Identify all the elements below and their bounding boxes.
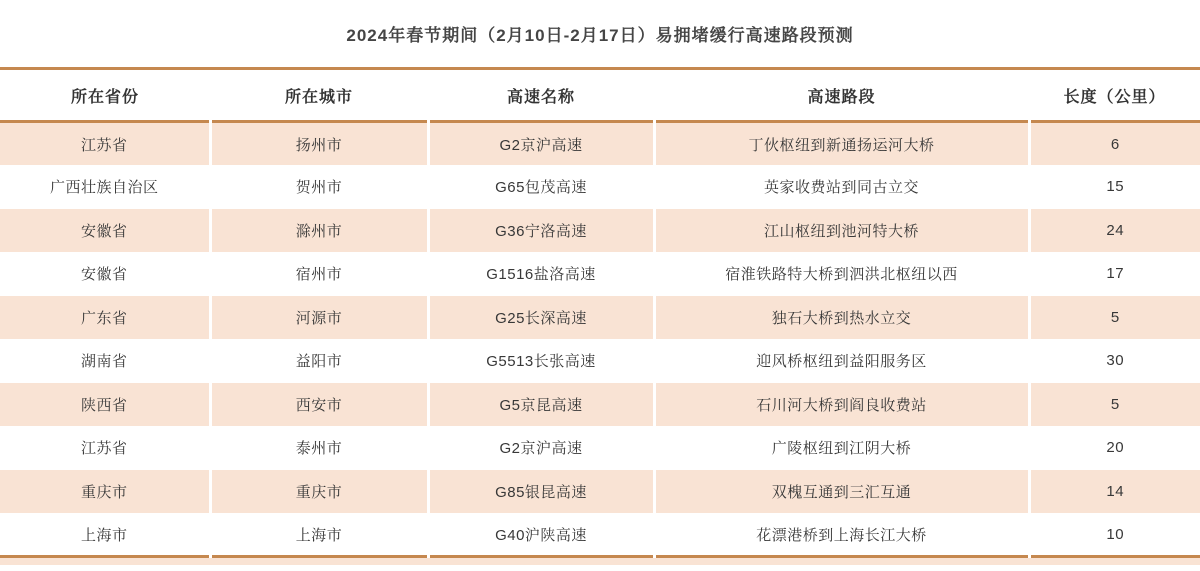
cell-highway-name: G65包茂高速 [428,165,654,209]
cell-length: 5 [1110,395,1120,413]
table-row [0,165,1200,209]
cell-highway-section: 江山枢纽到池河特大桥 [654,209,1029,253]
footer-strip [0,558,1200,565]
cell-province: 上海市 [0,513,210,557]
cell-city: 河源市 [210,296,428,340]
cell-province: 江苏省 [0,426,210,470]
cell-province: 安徽省 [0,252,210,296]
table-row [0,122,1200,166]
cell-length: 15 [1106,178,1125,196]
cell-province: 江苏省 [0,122,210,166]
cell-highway-name: G5513长张高速 [428,339,654,383]
cell-highway-section: 英家收费站到同古立交 [654,165,1029,209]
cell-length: 30 [1106,352,1125,370]
cell-city: 重庆市 [210,470,428,514]
header-cell-length: 长度（公里） [1063,88,1166,106]
header-cell-highway-name: 高速名称 [506,88,575,106]
cell-length: 6 [1110,135,1120,153]
cell-city: 贺州市 [210,165,428,209]
table-row [0,339,1200,383]
cell-province: 安徽省 [0,209,210,253]
cell-city: 上海市 [210,513,428,557]
cell-highway-section: 双槐互通到三汇互通 [654,470,1029,514]
table-row [0,513,1200,557]
cell-highway-section: 广陵枢纽到江阴大桥 [654,426,1029,470]
table-row [0,296,1200,340]
title-bar [0,0,1200,67]
cell-city: 宿州市 [210,252,428,296]
cell-highway-name: G5京昆高速 [428,383,654,427]
table-body [0,122,1200,557]
table-row [0,470,1200,514]
cell-highway-section: 丁伙枢纽到新通扬运河大桥 [654,122,1029,166]
cell-highway-section: 独石大桥到热水立交 [654,296,1029,340]
cell-length: 14 [1106,482,1125,500]
cell-highway-section: 石川河大桥到阎良收费站 [654,383,1029,427]
cell-highway-section: 宿淮铁路特大桥到泗洪北枢纽以西 [654,252,1029,296]
table-row [0,252,1200,296]
cell-highway-name: G1516盐洛高速 [428,252,654,296]
cell-length: 24 [1106,221,1125,239]
cell-city: 西安市 [210,383,428,427]
table-header [0,69,1200,122]
cell-highway-name: G40沪陕高速 [428,513,654,557]
cell-length: 5 [1110,308,1120,326]
cell-highway-name: G36宁洛高速 [428,209,654,253]
header-cell-highway-section: 高速路段 [807,88,876,106]
cell-highway-section: 花漂港桥到上海长江大桥 [654,513,1029,557]
cell-province: 重庆市 [0,470,210,514]
header-cell-city: 所在城市 [284,88,353,106]
cell-province: 广东省 [0,296,210,340]
cell-highway-name: G2京沪高速 [428,426,654,470]
header-row [0,69,1200,122]
cell-city: 益阳市 [210,339,428,383]
cell-length: 10 [1106,525,1125,543]
cell-highway-name: G85银昆高速 [428,470,654,514]
cell-length: 17 [1106,265,1125,283]
table-row [0,209,1200,253]
cell-province: 陕西省 [0,383,210,427]
cell-city: 滁州市 [210,209,428,253]
cell-highway-name: G25长深高速 [428,296,654,340]
cell-highway-name: G2京沪高速 [428,122,654,166]
cell-length: 20 [1106,439,1125,457]
cell-city: 扬州市 [210,122,428,166]
cell-province: 广西壮族自治区 [0,165,210,209]
header-cell-province: 所在省份 [70,88,139,106]
cell-city: 泰州市 [210,426,428,470]
forecast-table [0,67,1200,558]
cell-highway-section: 迎风桥枢纽到益阳服务区 [654,339,1029,383]
page-title: 2024年春节期间（2月10日-2月17日）易拥堵缓行高速路段预测 [346,26,854,45]
table-row [0,383,1200,427]
cell-province: 湖南省 [0,339,210,383]
table-row [0,426,1200,470]
